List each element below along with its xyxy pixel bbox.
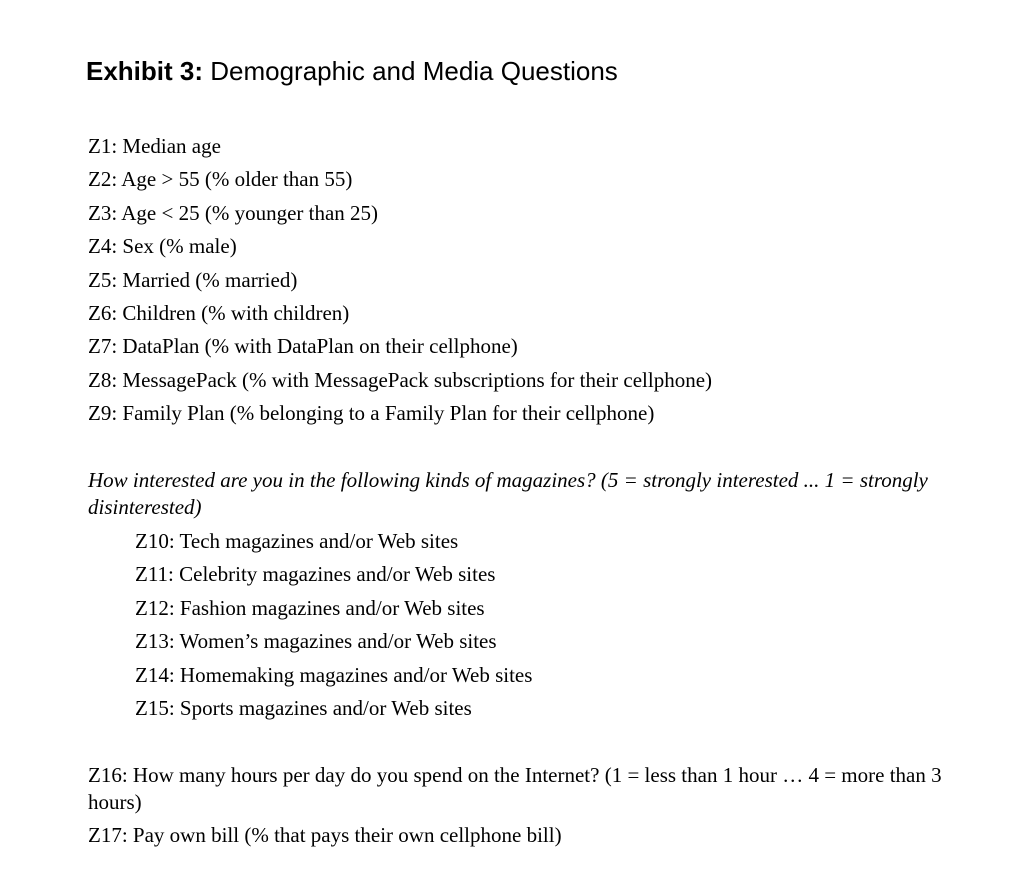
question-z1: Z1: Median age xyxy=(88,134,221,158)
question-z14: Z14: Homemaking magazines and/or Web sites xyxy=(135,662,533,687)
question-z16: Z16: How many hours per day do you spend on the Internet? (1 = less than 1 hour … 4 = more than 3 hours) xyxy=(88,763,942,814)
question-z4: Z4: Sex (% male) xyxy=(88,234,237,259)
question-z10: Z10: Tech magazines and/or Web sites xyxy=(135,529,459,553)
question-z2: Z2: Age > 55 (% older than 55) xyxy=(88,167,353,192)
question-z5: Z5: Married (% married) xyxy=(88,267,298,292)
demographic-questions xyxy=(88,130,712,431)
question-z13: Z13: Women’s magazines and/or Web sites xyxy=(135,629,497,654)
question-z12: Z12: Fashion magazines and/or Web sites xyxy=(135,595,485,620)
exhibit-heading: Demographic and Media Questions xyxy=(203,56,618,86)
question-z8: Z8: MessagePack (% with MessagePack subscriptions for their cellphone) xyxy=(88,367,713,392)
question-z15: Z15: Sports magazines and/or Web sites xyxy=(135,695,472,720)
magazine-question: How interested are you in the following kinds of magazines? (5 = strongly interested ... 1 = strongly disinterested) xyxy=(88,468,928,519)
question-z3: Z3: Age < 25 (% younger than 25) xyxy=(88,200,379,225)
magazine-questions xyxy=(88,525,532,725)
question-z9: Z9: Family Plan (% belonging to a Family Plan for their cellphone) xyxy=(88,401,655,426)
question-z6: Z6: Children (% with children) xyxy=(88,300,350,325)
question-z17: Z17: Pay own bill (% that pays their own cellphone bill) xyxy=(88,823,562,847)
exhibit-label: Exhibit 3: xyxy=(86,56,204,86)
question-z11: Z11: Celebrity magazines and/or Web sites xyxy=(135,562,496,587)
exhibit-title xyxy=(86,56,618,87)
question-z7: Z7: DataPlan (% with DataPlan on their cellphone) xyxy=(88,334,518,359)
